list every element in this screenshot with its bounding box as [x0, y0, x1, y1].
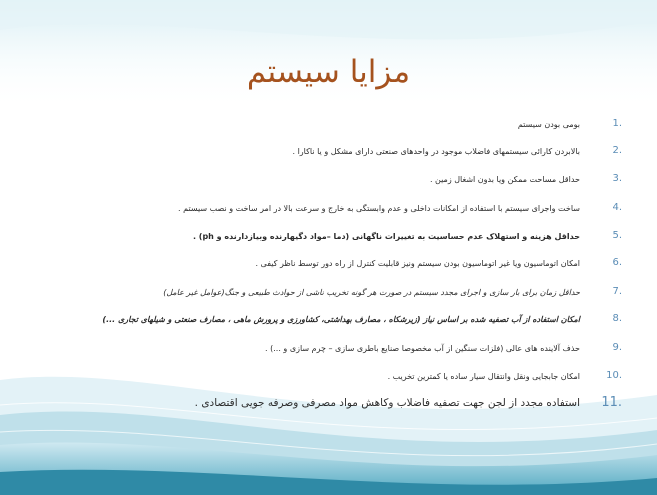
list-item-number: 5.: [612, 230, 622, 241]
list-item-number: 6.: [612, 257, 622, 268]
list-item-number: 4.: [612, 202, 622, 213]
list-item-text: حداقل هزینه و استهلاک عدم حساسیت به تغییرات ناگهانی (دما –مواد دگیهارنده وبیازدارنده و ph) .: [192, 232, 580, 241]
list-item-text: بالابردن کارائی سیستمهای فاضلاب موجود در واحدهای صنعتی دارای مشکل و یا ناکارا .: [292, 147, 580, 156]
list-item-text: حداقل زمان برای بار سازی و اجرای مجدد سیستم در صورت هر گونه تخریب ناشی از حوادث طبیعی و جنگ(عوامل غیر عامل): [163, 288, 580, 297]
list-item-text: بومی بودن سیستم: [517, 120, 580, 129]
list-item-number: 10.: [606, 370, 622, 381]
list-item-number: 1.: [612, 118, 622, 129]
list-item-number: 9.: [612, 342, 622, 353]
list-item-text: استفاده مجدد از لجن جهت تصفیه فاضلاب وکاهش مواد مصرفی وصرفه جویی اقتصادی .: [194, 397, 580, 409]
list-item-text: حداقل مساحت ممکن ویا بدون اشغال زمین .: [429, 175, 580, 184]
list-item-number: 8.: [612, 313, 622, 324]
list-item-number: 3.: [612, 173, 622, 184]
list-item-text: ساخت واجرای سیستم با استفاده از امکانات داخلی و عدم وابستگی به خارج و سرعت بالا در امر ساخت و نصب سیستم .: [178, 204, 580, 213]
list-item-number: 2.: [612, 145, 622, 156]
list-item-number: 11.: [601, 395, 622, 410]
slide-title: مزایا سیستم: [246, 54, 411, 90]
list-item-text: امکان اتوماسیون ویا غیر اتوماسیون بودن سیستم ونیز قابلیت کنترل از راه دور توسط ناظر کیفی .: [255, 259, 580, 268]
list-item-text: امکان جابجایی ونقل وانتقال سیار ساده یا کمترین تخریب .: [387, 372, 580, 381]
list-item-text: امکان استفاده از آب تصفیه شده بر اساس نیاز (زیرشکاه ، مصارف بهداشتی، کشاورزی و پرورش ماهی ، مصارف صنعتی و شیلهای تجاری ...): [102, 315, 580, 324]
list-item-text: حذف آلاینده های عالی (فلزات سنگین از آب مخصوصا صنایع باطری سازی – چرم سازی و ...) .: [265, 344, 580, 353]
list-item-number: 7.: [612, 286, 622, 297]
